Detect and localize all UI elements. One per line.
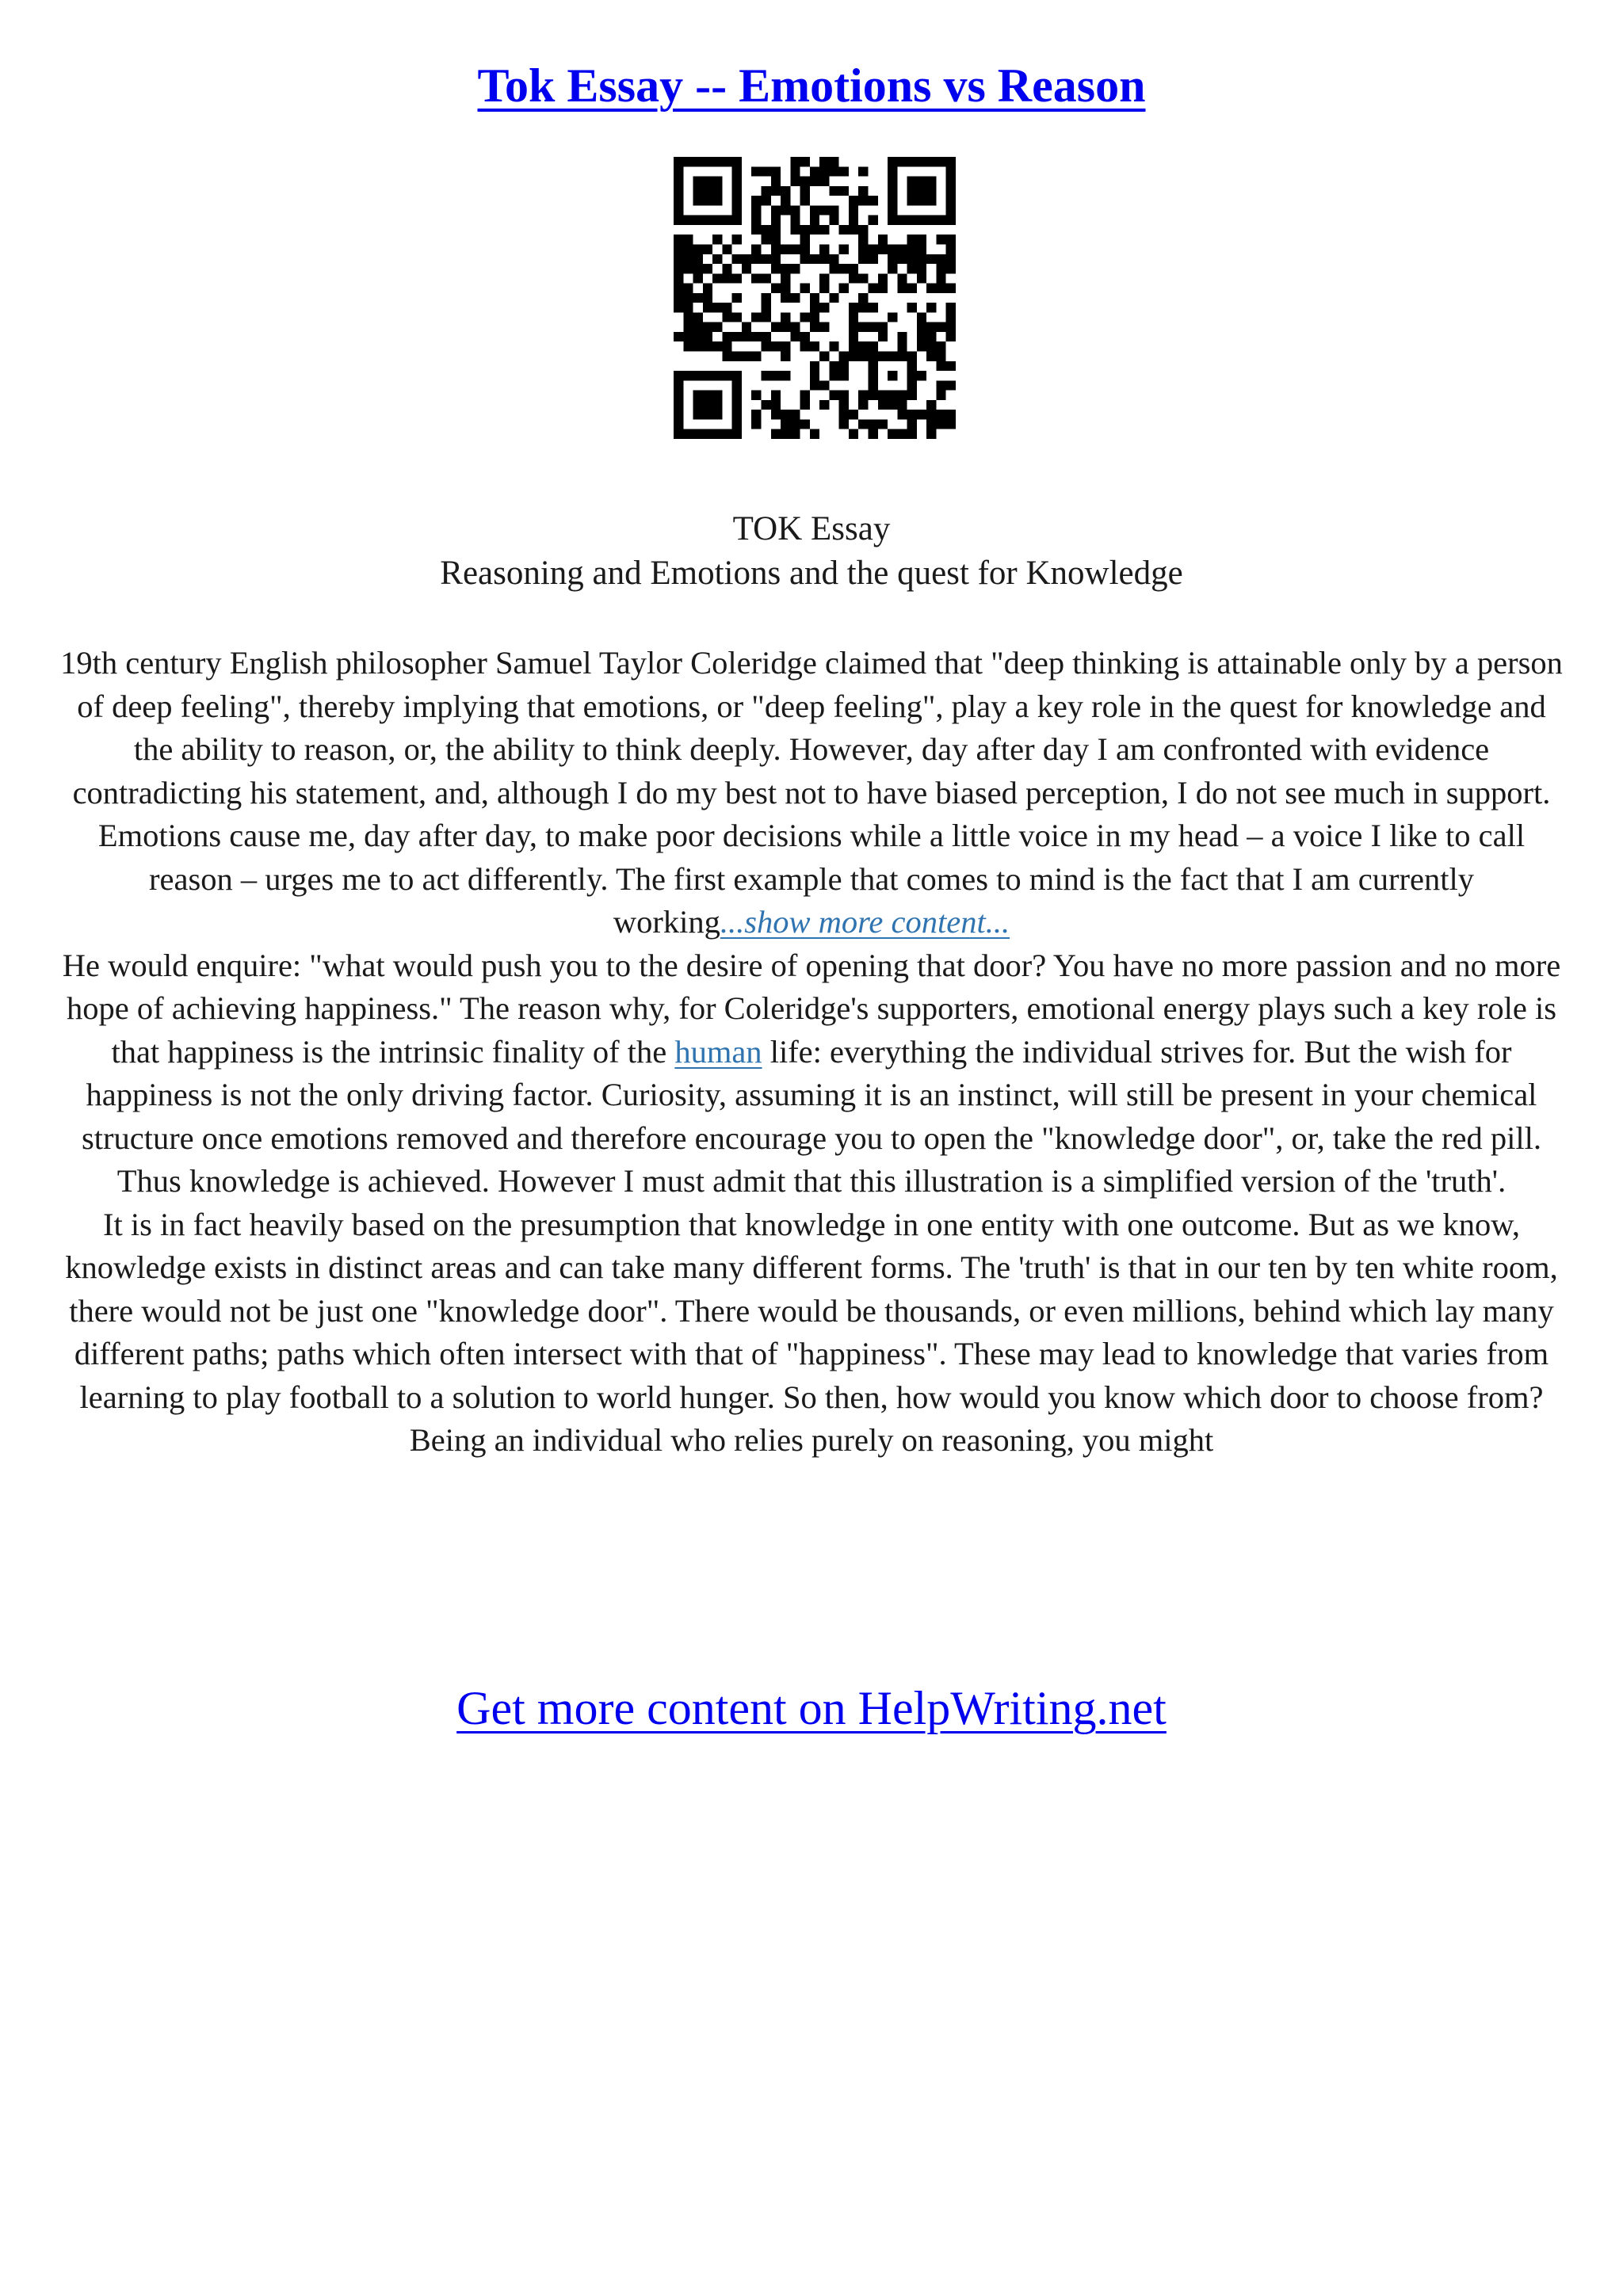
- document-title-link[interactable]: Tok Essay -- Emotions vs Reason: [477, 59, 1146, 112]
- essay-heading: [0, 507, 1623, 596]
- footer-container: [0, 1681, 1623, 1736]
- paragraph-2: [55, 944, 1568, 1203]
- paragraph-3: [55, 1203, 1568, 1463]
- paragraph-1: [55, 642, 1568, 944]
- paragraph-3-text: It is in fact heavily based on the presumption that knowledge in one entity with one outcome. But as we know, knowledge exists in distinct areas and can take many different forms. The 'truth' is that in our ten by ten white room, there would not be just one "knowledge door". There would be thousands, or even millions, behind which lay many different paths; paths which often intersect with that of "happiness". These may lead to knowledge that varies from learning to play football to a solution to world hunger. So then, how would you know which door to choose from? Being an individual who relies purely on reasoning, you might: [65, 1206, 1558, 1458]
- paragraph-2-text-start: He would enquire: "what would push you to the desire of opening that door? You have no more passion and no more hope of achieving happiness." The reason why, for Coleridge's supporters, emotional energy plays such a key role is that happiness is the intrinsic finality of the: [62, 947, 1561, 1070]
- get-more-content-link[interactable]: Get more content on HelpWriting.net: [456, 1682, 1167, 1734]
- title-container: [0, 59, 1623, 113]
- essay-heading-line2: Reasoning and Emotions and the quest for Knowledge: [440, 555, 1183, 592]
- paragraph-1-text: 19th century English philosopher Samuel Taylor Coleridge claimed that "deep thinking is attainable only by a person of deep feeling", thereby implying that emotions, or "deep feeling", play a key role in the quest for knowledge and the ability to reason, or, the ability to think deeply. However, day after day I am confronted with evidence contradicting his statement, and, although I do my best not to have biased perception, I do not see much in support. Emotions cause me, day after day, to make poor decisions while a little voice in my head – a voice I like to call reason – urges me to act differently. The first example that comes to mind is the fact that I am currently working: [60, 645, 1563, 940]
- essay-heading-line1: TOK Essay: [732, 510, 891, 547]
- paragraph-2-text-end: life: everything the individual strives for. But the wish for happiness is not the only driving factor. Curiosity, assuming it is an instinct, will still be present in your chemical structure once emotions removed and therefore encourage you to open the "knowledge door", or, take the red pill. Thus knowledge is achieved. However I must admit that this illustration is a simplified version of the 'truth'.: [81, 1033, 1542, 1199]
- human-link[interactable]: human: [674, 1033, 762, 1070]
- qr-code-icon: [674, 157, 956, 439]
- essay-body: [55, 642, 1568, 1463]
- show-more-link[interactable]: ...show more content...: [720, 904, 1010, 940]
